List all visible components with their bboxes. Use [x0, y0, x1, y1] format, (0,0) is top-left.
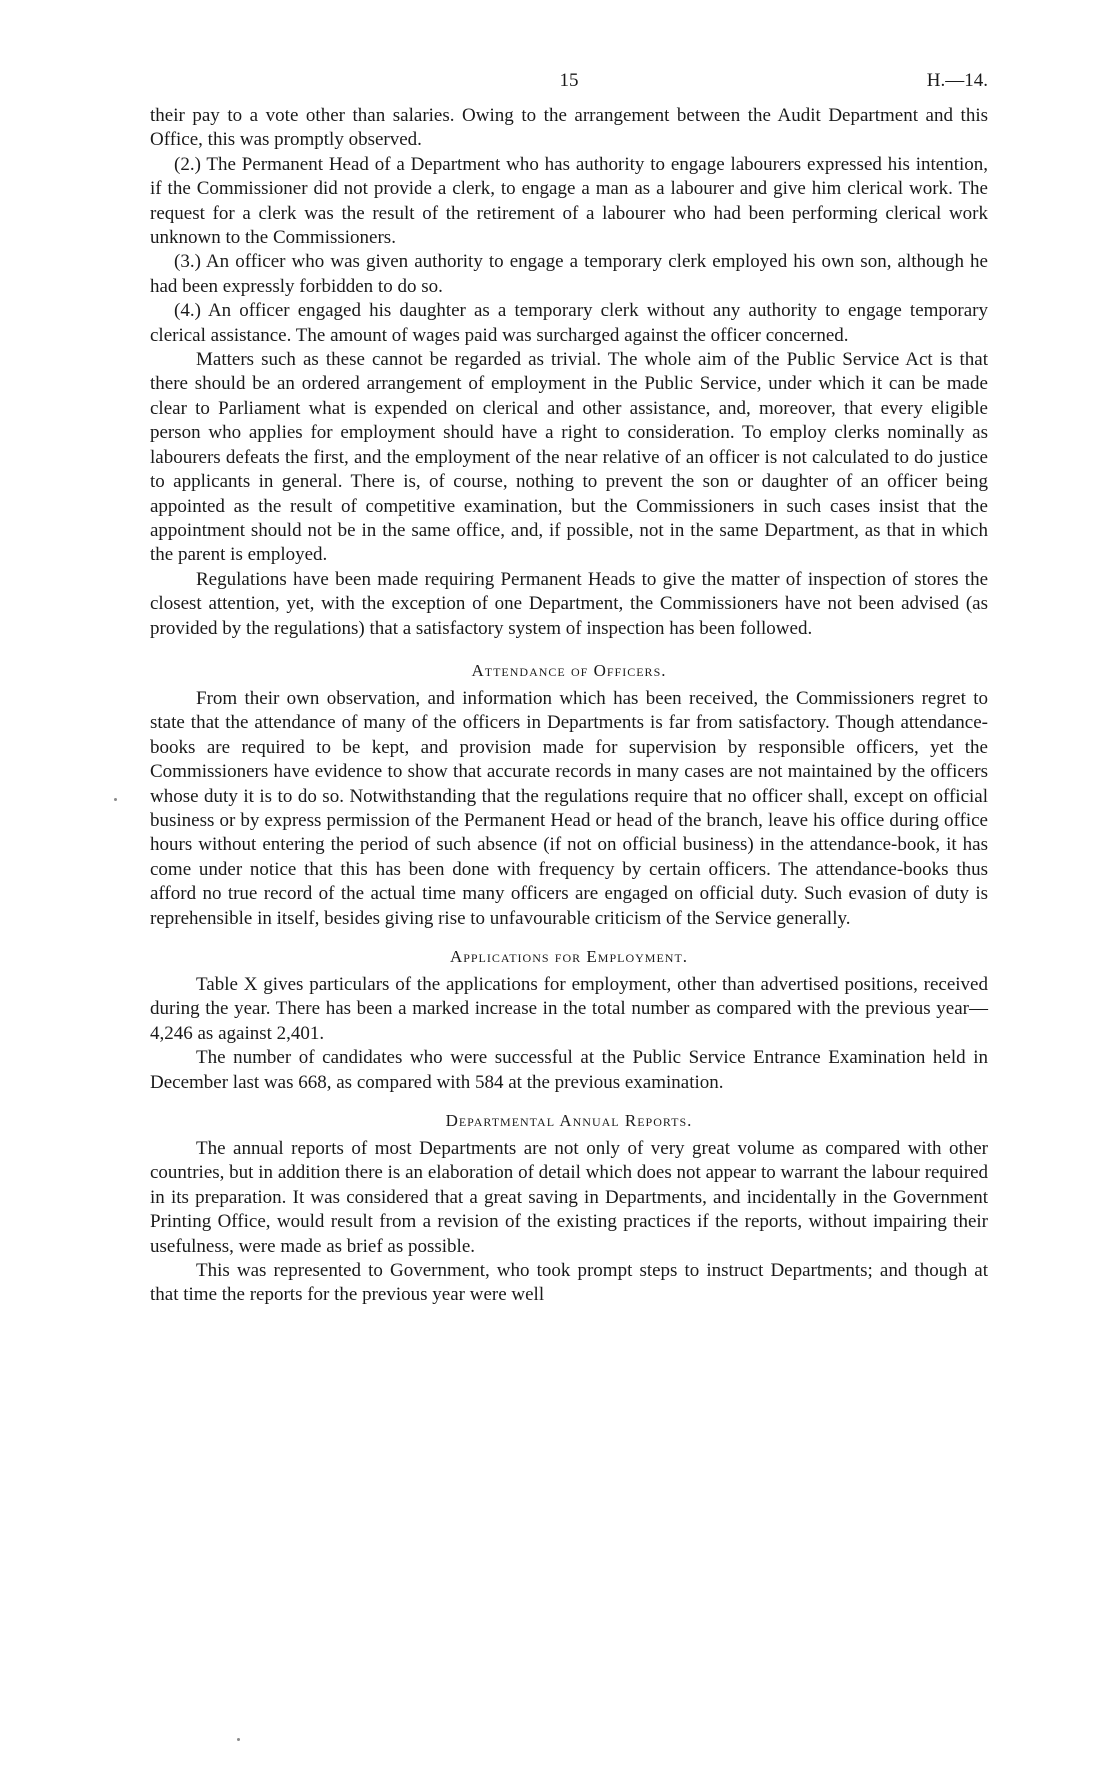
document-body [150, 104, 988, 1308]
paragraph-continuation: their pay to a vote other than salaries. Owing to the arrangement between the Audit Department and this Office, this was promptly observed. [150, 105, 988, 151]
paragraph-attendance: From their own observation, and information which has been received, the Commissioners regret to state that the attendance of many of the officers in Departments is far from satisfactory. Though attendance-books are required to be kept, and provision made for supervision by responsible officers, yet the Commissioners have evidence to show that accurate records in many cases are not maintained by the officers whose duty it is to do so. Notwithstanding that the regulations require that no officer shall, except on official business or by express permission of the Permanent Head or head of the branch, leave his office during office hours without entering the period of such absence (if not on official business) in the attendance-book, it has come under notice that this has been done with frequency by certain officers. The attendance-books thus afford no true record of the actual time many officers are engaged on official duty. Such evasion of duty is reprehensible in itself, besides giving rise to unfavourable criticism of the Service generally. [150, 687, 988, 929]
document-page [150, 70, 988, 1308]
paragraph-regulations: Regulations have been made requiring Permanent Heads to give the matter of inspection of stores the closest attention, yet, with the exception of one Department, the Commissioners have not been advised (as provided by the regulations) that a satisfactory system of inspection has been followed. [150, 568, 988, 639]
document-code: H.—14. [926, 70, 988, 91]
section-heading-applications: Applications for Employment. [449, 947, 689, 966]
paragraph-matters: Matters such as these cannot be regarded as trivial. The whole aim of the Public Service Act is that there should be an ordered arrangement of employment in the Public Service, under which it can be made clear to Parliament what is expended on clerical and other assistance, and, moreover, that every eligible person who applies for employment should have a right to consideration. To employ clerks nominally as labourers defeats the first, and the employment of the near relative of an officer is not calculated to do justice to applicants in general. There is, of course, nothing to prevent the son or daughter of an officer being appointed as the result of competitive examination, but the Commissioners in such cases insist that the appointment should not be in the same office, and, if possible, not in the same Department, as that in which the parent is employed. [150, 349, 988, 566]
paragraph-item-4: (4.) An officer engaged his daughter as a temporary clerk without any authority to engage temporary clerical assistance. The amount of wages paid was surcharged against the officer concerned. [150, 300, 988, 346]
paragraph-applications-exam: The number of candidates who were successful at the Public Service Entrance Examination held in December last was 668, as compared with 584 at the previous examination. [150, 1047, 988, 1093]
paragraph-reports-volume: The annual reports of most Departments are not only of very great volume as compared with other countries, but in addition there is an elaboration of detail which does not appear to warrant the labour required in its preparation. It was considered that a great saving in Departments, and incidentally in the Government Printing Office, would result from a revision of the existing practices if the reports, without impairing their usefulness, were made as brief as possible. [150, 1138, 988, 1257]
section-heading-attendance: Attendance of Officers. [471, 660, 667, 680]
paragraph-reports-government: This was represented to Government, who took prompt steps to instruct Departments; and though at that time the reports for the previous year were well [150, 1260, 988, 1306]
running-header [150, 70, 988, 104]
margin-speck [114, 798, 117, 801]
paragraph-item-2: (2.) The Permanent Head of a Department who has authority to engage labourers expressed his intention, if the Commissioner did not provide a clerk, to engage a man as a labourer and give him clerical work. The request for a clerk was the result of the retirement of a labourer who had been performing clerical work unknown to the Commissioners. [150, 153, 988, 249]
margin-speck [237, 1738, 240, 1741]
section-heading-reports: Departmental Annual Reports. [445, 1111, 693, 1131]
paragraph-item-3: (3.) An officer who was given authority to engage a temporary clerk employed his own son, although he had been expressly forbidden to do so. [150, 251, 988, 297]
page-number: 15 [559, 70, 579, 91]
paragraph-applications-table: Table X gives particulars of the applications for employment, other than advertised positions, received during the year. There has been a marked increase in the total number as compared with the previous year—4,246 as against 2,401. [150, 974, 988, 1044]
